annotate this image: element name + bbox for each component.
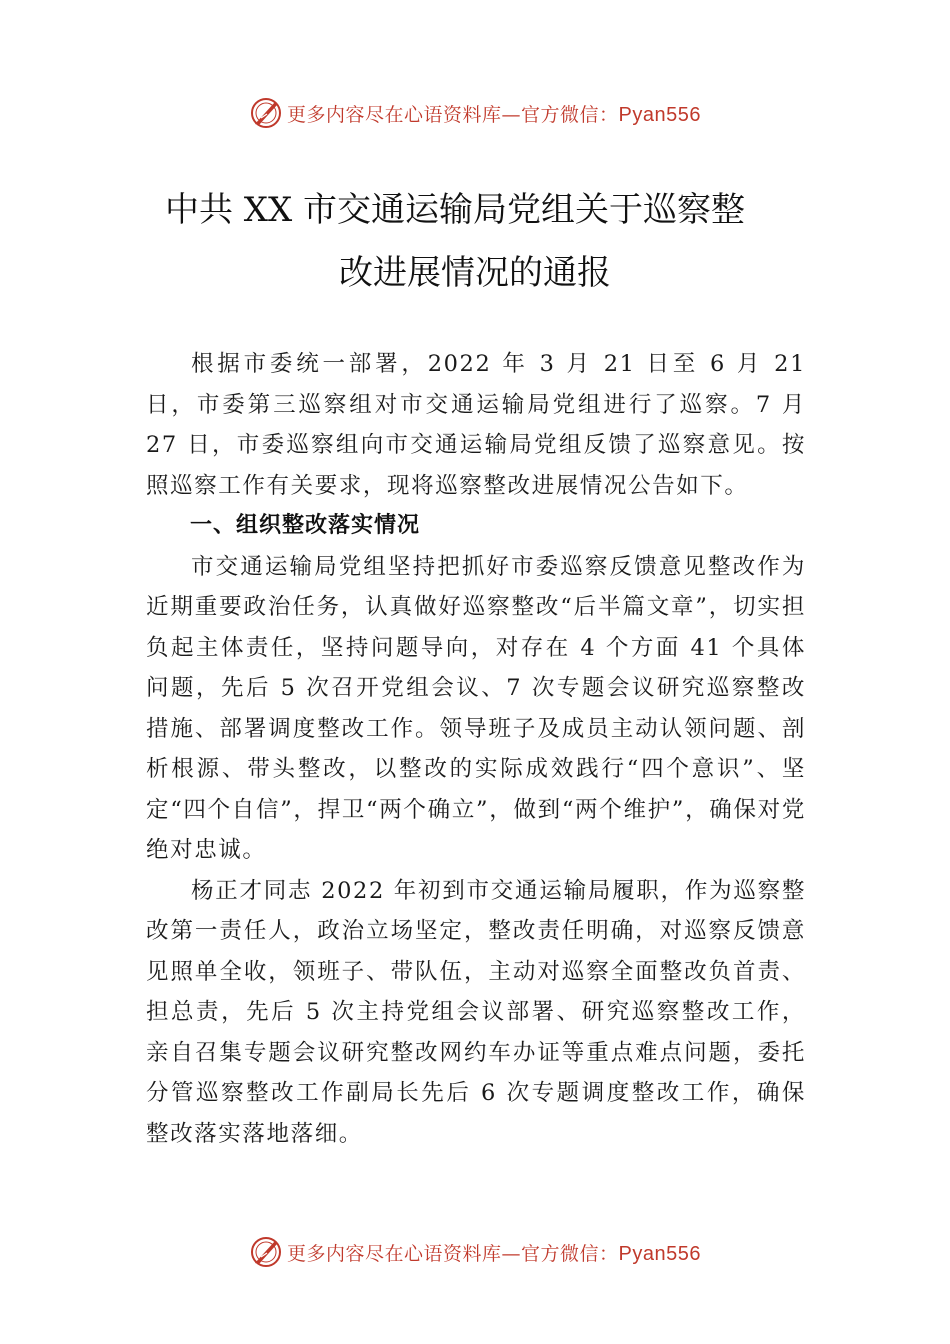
document-title-line-2: 改进展情况的通报 — [339, 253, 611, 293]
footer-banner — [0, 1232, 950, 1272]
header-banner — [0, 93, 950, 133]
paragraph-organization: 市交通运输局党组坚持把抓好市委巡察反馈意见整改作为近期重要政治任务，认真做好巡察整改“后半篇文章”，切实担负起主体责任，坚持问题导向，对存在 4 个方面 41 个具体问题，先后 5 次召开党组会议、7 次专题会议研究巡察整改措施、部署调度整改工作。领导班子及成员主动认领问题、剖析根源、带头整改，以整改的实际成效践行“四个意识”、坚定“四个自信”，捍卫“两个确立”，做到“两个维护”，确保对党绝对忠诚。 — [146, 553, 806, 863]
paragraph-responsibility: 杨正才同志 2022 年初到市交通运输局履职，作为巡察整改第一责任人，政治立场坚定，整改责任明确，对巡察反馈意见照单全收，领班子、带队伍，主动对巡察全面整改负首责、担总责，先后 5 次主持党组会议部署、研究巡察整改工作，亲自召集专题会议研究整改网约车办证等重点难点问题，委托分管巡察整改工作副局长先后 6 次专题调度整改工作，确保整改落实落地落细。 — [146, 877, 806, 1147]
feather-pen-logo-icon — [249, 1235, 283, 1269]
feather-pen-logo-icon — [249, 96, 283, 130]
banner-official-label: 官方微信： — [521, 1242, 619, 1265]
banner-text — [287, 100, 701, 127]
document-body — [146, 344, 806, 1154]
banner-library-name: 更多内容尽在心语资料库 — [287, 1242, 502, 1265]
document-title-line-1: 中共 XX 市交通运输局党组关于巡察整 — [164, 190, 746, 230]
banner-text — [287, 1239, 701, 1266]
banner-wechat-id: Pyan556 — [618, 103, 701, 126]
section-heading-1: 一、组织整改落实情况 — [190, 513, 421, 538]
banner-library-name: 更多内容尽在心语资料库 — [287, 103, 502, 126]
banner-official-label: 官方微信： — [521, 103, 619, 126]
banner-separator: — — [501, 1242, 522, 1265]
paragraph-intro: 根据市委统一部署，2022 年 3 月 21 日至 6 月 21 日，市委第三巡察组对市交通运输局党组进行了巡察。7 月 27 日，市委巡察组向市交通运输局党组反馈了巡察意见。按照巡察工作有关要求，现将巡察整改进展情况公告如下。 — [146, 351, 806, 499]
banner-wechat-id: Pyan556 — [618, 1242, 701, 1265]
banner-separator: — — [501, 103, 522, 126]
